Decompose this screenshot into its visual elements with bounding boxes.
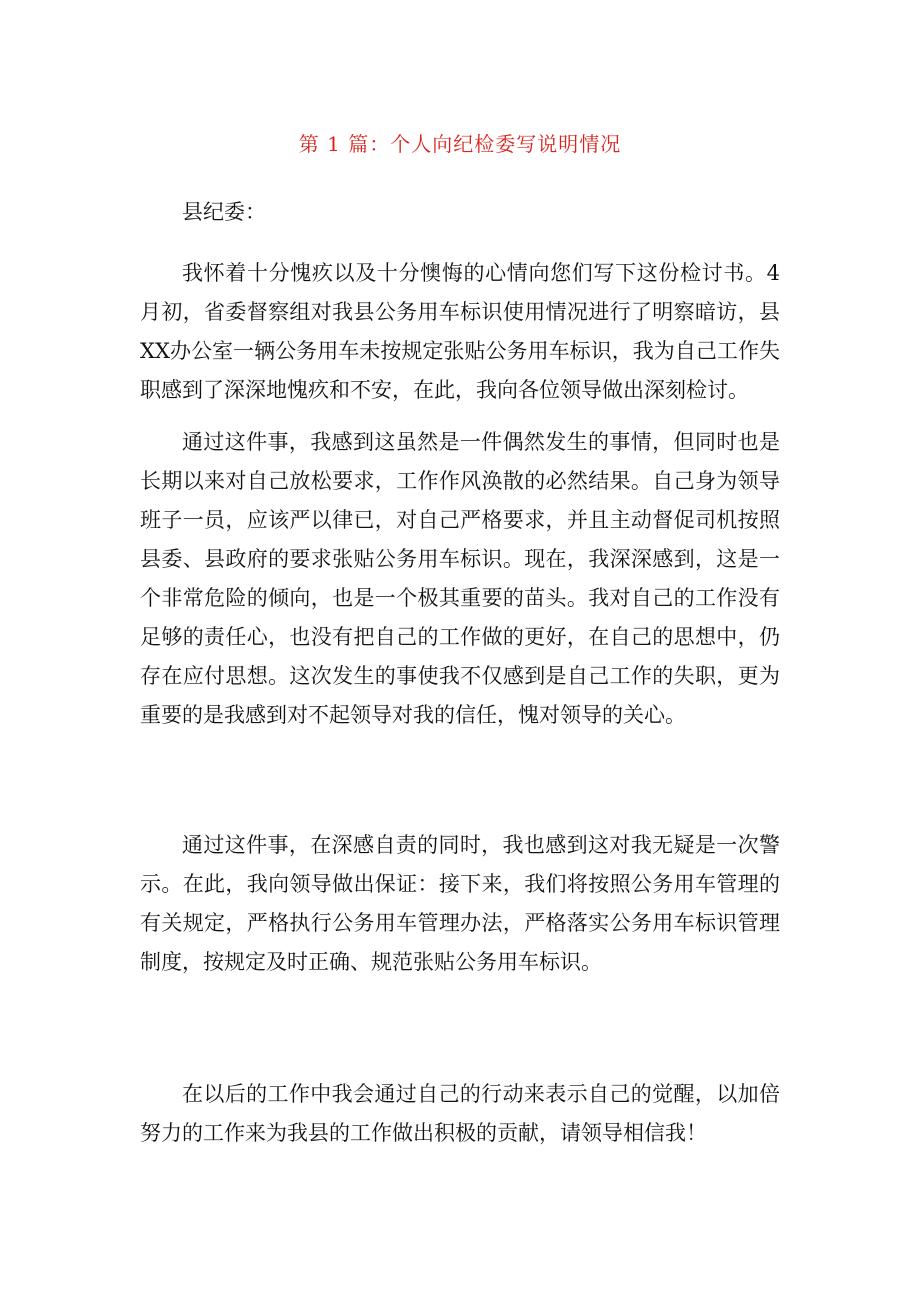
paragraph-2: 通过这件事，我感到这虽然是一件偶然发生的事情，但同时也是长期以来对自己放松要求，工作作风涣散的必然结果。自己身为领导班子一员，应该严以律已，对自己严格要求，并且主动督促司机按照县委、县政府的要求张贴公务用车标识。现在，我深深感到，这是一个非常危险的倾向，也是一个极其重要的苗头。我对自己的工作没有足够的责任心，也没有把自己的工作做的更好，在自己的思想中，仍存在应付思想。这次发生的事使我不仅感到是自己工作的失职，更为重要的是我感到对不起领导对我的信任，愧对领导的关心。 xyxy=(140,430,780,727)
paragraph-1: 我怀着十分愧疚以及十分懊悔的心情向您们写下这份检讨书。4月初，省委督察组对我县公务用车标识使用情况进行了明察暗访，县XX办公室一辆公务用车未按规定张贴公务用车标识，我为自己工作失职感到了深深地愧疚和不安，在此，我向各位领导做出深刻检讨。 xyxy=(140,261,780,402)
salutation: 县纪委： xyxy=(182,200,266,224)
document-title: 第 1 篇：个人向纪检委写说明情况 xyxy=(298,132,622,156)
paragraph-3: 通过这件事，在深感自责的同时，我也感到这对我无疑是一次警示。在此，我向领导做出保证：接下来，我们将按照公务用车管理的有关规定，严格执行公务用车管理办法，严格落实公务用车标识管理制度，按规定及时正确、规范张贴公务用车标识。 xyxy=(140,833,780,974)
paragraph-4: 在以后的工作中我会通过自己的行动来表示自己的觉醒，以加倍努力的工作来为我县的工作做出积极的贡献，请领导相信我！ xyxy=(140,1082,780,1145)
